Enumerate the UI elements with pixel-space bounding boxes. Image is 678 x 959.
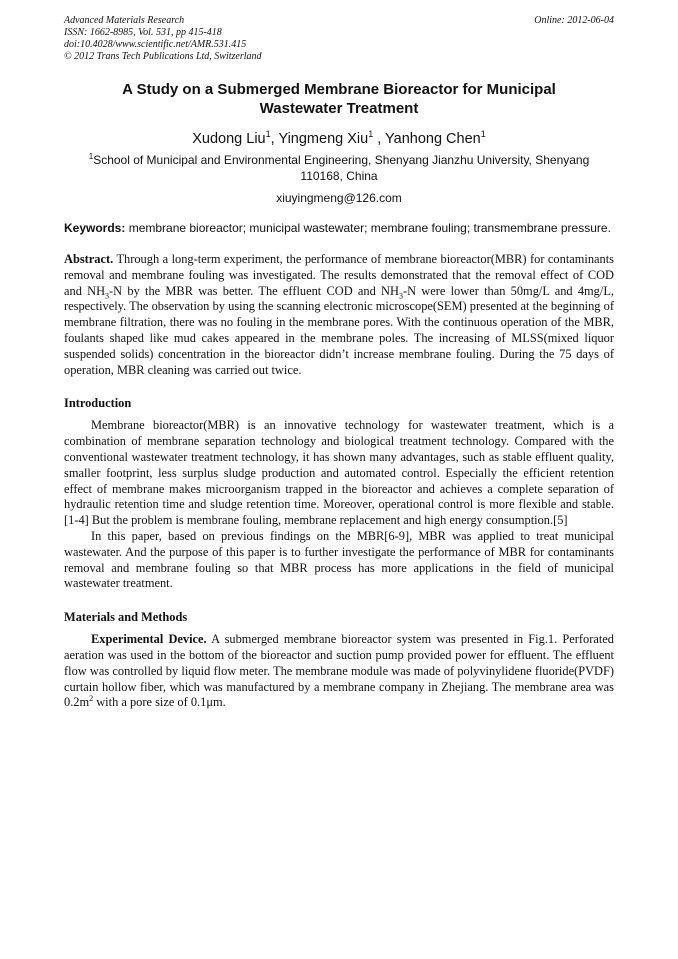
paper-page	[64, 15, 614, 711]
journal-name: Advanced Materials Research	[64, 15, 185, 26]
author-1: Xudong Liu	[192, 131, 266, 147]
abstract: Abstract. Through a long-term experiment, the performance of membrane bioreactor(MBR) for contaminants removal and membrane fouling was investigated. The results demonstrated that the removal effect of COD and $NH_3-N$ by the MBR was better. The effluent COD and $NH_3-N$ were lower than 50mg/L and 4mg/L, respectively. The observation by using the scanning electronic microscope(SEM) presented at the beginning of membrane filtration, there was no fouling in the membrane pores. With the continuous operation of the MBR, foulants shaped like mud cakes appeared in the membrane poles. The increasing of MLSS(mixed liquor suspended solids) concentration in the bioreactor didn’t increase membrane fouling. During the 75 days of operation, MBR cleaning was carried out twice.	[64, 252, 614, 377]
title-line-2: Wastewater Treatment	[259, 100, 419, 117]
introduction-heading: Introduction	[64, 396, 132, 411]
author-2-affil: 1	[368, 129, 374, 140]
issn: ISSN: 1662-8985, Vol. 531, pp 415-418	[64, 27, 222, 38]
author-list: Xudong Liu$^1$, Yingmeng Xiu$^1$ , Yanhong Chen$^1$	[192, 129, 486, 147]
affil-line-1: School of Municipal and Environmental Engineering, Shenyang Jianzhu University, Shenyang	[93, 153, 590, 167]
affil-marker: 1	[88, 152, 94, 161]
keywords	[64, 221, 614, 236]
affil-line-2: 110168, China	[300, 169, 378, 183]
affiliation	[64, 152, 614, 184]
copyright: © 2012 Trans Tech Publications Ltd, Switzerland	[64, 51, 262, 62]
intro-paragraph-1: Membrane bioreactor(MBR) is an innovative technology for wastewater treatment, which is a combination of membrane separation technology and biological treatment technology. Compared with the conventional wastewater treatment technology, it has shown many advantages, such as stable effluent quality, smaller footprint, less surplus sludge production and automated control. Especially the efficient retention effect of membrane makes microorganism trapped in the bioreactor and achieves a complete separation of hydraulic retention time and sludge retention time. Moreover, operational control is more flexible and stable.[1-4] But the problem is membrane fouling, membrane replacement and high energy consumption.[5]	[64, 418, 614, 528]
author-2: Yingmeng Xiu	[278, 131, 369, 147]
keywords-label: Keywords:	[64, 221, 126, 235]
doi: doi:10.4028/www.scientific.net/AMR.531.415	[64, 39, 247, 50]
intro-paragraph-2: In this paper, based on previous findings on the MBR[6-9], MBR was applied to treat municipal wastewater. And the purpose of this paper is to further investigate the performance of MBR for contaminants removal and membrane fouling so that MBR process has more applications in the field of municipal wastewater treatment.	[64, 528, 614, 591]
journal-header	[64, 15, 614, 63]
author-1-affil: 1	[265, 129, 271, 140]
keywords-text: membrane bioreactor; municipal wastewater; membrane fouling; transmembrane pressure.	[125, 221, 611, 235]
author-3: Yanhong Chen	[385, 131, 481, 147]
methods-paragraph: Experimental Device. A submerged membrane bioreactor system was presented in Fig.1. Perforated aeration was used in the bottom of the bioreactor and suction pump provided power for effluent. The effluent flow was controlled by liquid flow meter. The membrane module was made of polyvinylidene fluoride(PVDF) curtain hollow fiber, which was manufactured by a membrane company in Zhejiang. The membrane area was $0.2m^2$ with a pore size of 0.1μm.	[64, 632, 614, 710]
experimental-device-label: Experimental Device.	[91, 632, 207, 647]
methods-heading: Materials and Methods	[64, 610, 188, 625]
author-3-affil: 1	[480, 129, 486, 140]
title-line-1: A Study on a Submerged Membrane Bioreactor for Municipal	[122, 81, 556, 98]
paper-title	[64, 80, 614, 118]
online-date: Online: 2012-06-04	[534, 15, 614, 26]
header-left	[64, 15, 614, 63]
abstract-label: Abstract.	[64, 252, 114, 266]
author-email: xiuyingmeng@126.com	[276, 191, 402, 205]
